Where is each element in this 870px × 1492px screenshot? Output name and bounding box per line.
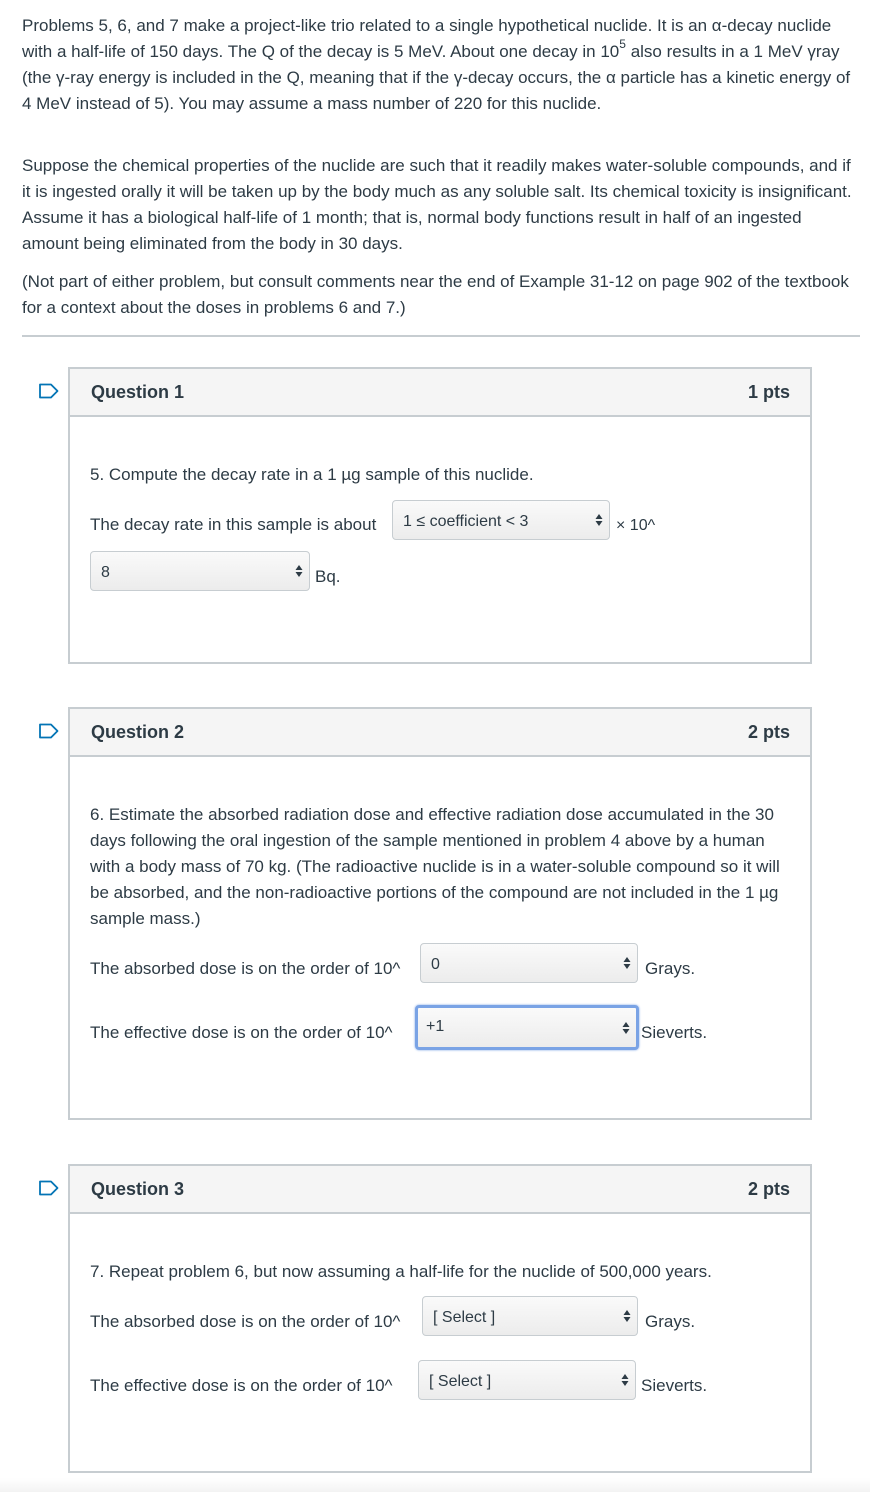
select-value: [ Select ] <box>429 1373 492 1390</box>
sieverts-unit-label: Sieverts. <box>641 1376 708 1395</box>
decay-rate-label: The decay rate in this sample is about <box>90 515 377 534</box>
question-body <box>70 1214 810 1471</box>
question-3 <box>68 1164 812 1473</box>
absorbed-dose-label: The absorbed dose is on the order of 10^ <box>90 1312 401 1331</box>
question-title: Question 1 <box>91 381 185 402</box>
effective-dose-select[interactable] <box>415 1005 639 1050</box>
problem-intro <box>22 13 857 321</box>
absorbed-dose-label: The absorbed dose is on the order of 10^ <box>90 959 401 978</box>
question-prompt: 6. Estimate the absorbed radiation dose and effective radiation dose accumulated in the 30 days following the oral ingestion of the sample mentioned in problem 4 above by a human with a body mass of 70 kg. (The radioactive nuclide is in a water-soluble compound so it will be absorbed, and the non-radioactive portions of the compound are not included in the 1 µg sample mass.) <box>90 805 780 928</box>
effective-dose-label: The effective dose is on the order of 10^ <box>90 1376 393 1395</box>
question-2 <box>68 707 812 1120</box>
question-header <box>70 709 810 757</box>
intro-paragraph-2: Suppose the chemical properties of the nuclide are such that it readily makes water-soluble compounds, and if it is ingested orally it will be taken up by the body much as any soluble salt. Its chemical toxicity is insignificant. Assume it has a biological half-life of 1 month; that is, normal body functions result in half of an ingested amount being eliminated from the body in 30 days. <box>22 156 852 253</box>
question-points: 1 pts <box>747 381 790 402</box>
question-prompt: 5. Compute the decay rate in a 1 µg sample of this nuclide. <box>90 465 534 484</box>
question-1 <box>68 367 812 664</box>
divider <box>22 335 860 337</box>
grays-unit-label: Grays. <box>645 1312 696 1331</box>
updown-arrows-icon <box>621 1373 629 1387</box>
exponent-select[interactable] <box>90 551 310 591</box>
select-value: 8 <box>101 564 110 581</box>
flag-question-icon[interactable] <box>38 383 60 399</box>
select-value: 1 ≤ coefficient < 3 <box>403 513 529 530</box>
select-value: [ Select ] <box>433 1309 496 1326</box>
question-points: 2 pts <box>747 1178 790 1199</box>
select-value: 0 <box>431 956 440 973</box>
intro-text: Problems 5, 6, and 7 make a project-like trio related to a single hypothetical nuclide. It is an α-decay nuclide with a half-life of 150 days. The Q of the decay is 5 MeV. About one decay in 10 <box>22 16 832 61</box>
coefficient-select[interactable] <box>392 500 610 540</box>
flag-question-icon[interactable] <box>38 723 60 739</box>
question-header <box>70 369 810 417</box>
select-value: +1 <box>426 1018 445 1035</box>
question-title: Question 3 <box>91 1178 185 1199</box>
question-points: 2 pts <box>747 721 790 742</box>
times-ten-label: × 10^ <box>616 517 656 534</box>
flag-question-icon[interactable] <box>38 1180 60 1196</box>
question-body <box>70 417 810 662</box>
updown-arrows-icon <box>623 1309 631 1323</box>
question-title: Question 2 <box>91 721 185 742</box>
intro-paragraph-1 <box>22 13 857 117</box>
effective-dose-label: The effective dose is on the order of 10^ <box>90 1023 393 1042</box>
question-body <box>70 757 810 1118</box>
updown-arrows-icon <box>295 564 303 578</box>
question-header <box>70 1166 810 1214</box>
unit-label: Bq. <box>315 567 341 586</box>
page-bottom-edge <box>0 1478 870 1492</box>
updown-arrows-icon <box>623 956 631 970</box>
intro-text-cont: also results in a 1 MeV γray (the γ-ray energy is included in the Q, meaning that if the γ-decay occurs, the α particle has a kinetic energy of 4 MeV instead of 5). You may assume a mass number of 220 for this nuclide. <box>22 42 851 113</box>
updown-arrows-icon <box>595 513 603 527</box>
exponent-superscript: 5 <box>619 37 626 52</box>
question-prompt: 7. Repeat problem 6, but now assuming a half-life for the nuclide of 500,000 years. <box>90 1262 712 1281</box>
sieverts-unit-label: Sieverts. <box>641 1023 708 1042</box>
absorbed-dose-select[interactable] <box>420 943 638 983</box>
grays-unit-label: Grays. <box>645 959 696 978</box>
effective-dose-select[interactable] <box>418 1360 636 1400</box>
absorbed-dose-select[interactable] <box>422 1296 638 1336</box>
intro-paragraph-3: (Not part of either problem, but consult comments near the end of Example 31-12 on page 902 of the textbook for a context about the doses in problems 6 and 7.) <box>22 272 849 317</box>
updown-arrows-icon <box>622 1021 630 1035</box>
